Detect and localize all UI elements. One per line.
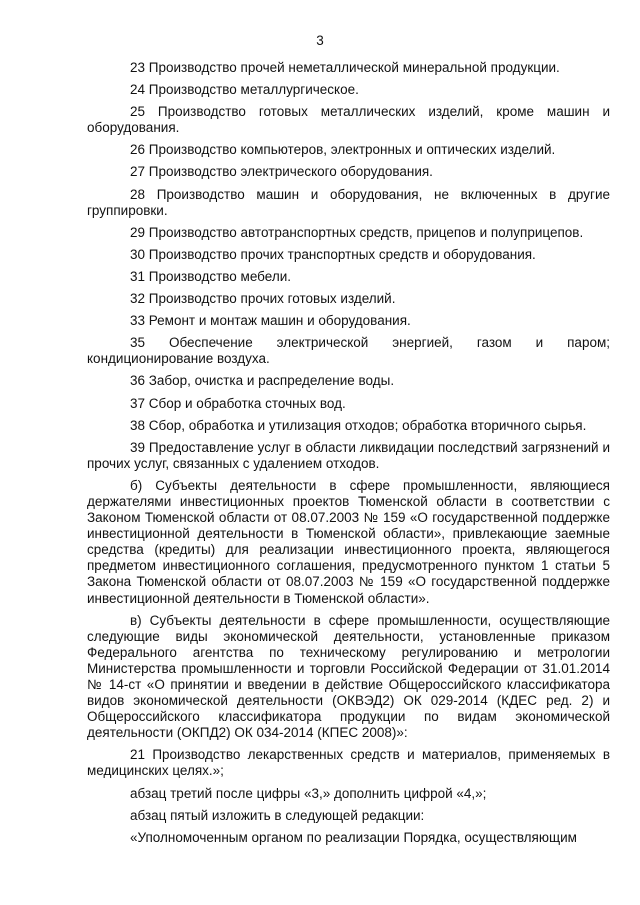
paragraph-amendment-fifth: абзац пятый изложить в следующей редакции: bbox=[130, 807, 425, 823]
document-body bbox=[87, 60, 610, 846]
paragraph-amendment-third: абзац третий после цифры «3,» дополнить цифрой «4,»; bbox=[130, 785, 487, 801]
paragraph-item-27: 27 Производство электрического оборудования. bbox=[130, 164, 433, 180]
paragraph-item-25: 25 Производство готовых металлических изделий, кроме машин и оборудования. bbox=[87, 104, 610, 136]
paragraph-item-32: 32 Производство прочих готовых изделий. bbox=[130, 291, 396, 307]
paragraph-item-37: 37 Сбор и обработка сточных вод. bbox=[130, 395, 346, 411]
paragraph-item-23: 23 Производство прочей неметаллической минеральной продукции. bbox=[130, 60, 560, 75]
paragraph-item-38: 38 Сбор, обработка и утилизация отходов; обработка вторичного сырья. bbox=[130, 417, 587, 433]
paragraph-subclause-v: в) Субъекты деятельности в сфере промышленности, осуществляющие следующие виды экономической деятельности, установленные приказом Федерального агентства по техническому регулированию и метрологии Министерства промышленности и торговли Российской Федерации от 31.01.2014 № 14-ст «О принятии и введении в действие Общероссийского классификатора видов экономической деятельности (ОКВЭД2) ОК 029-2014 (КДЕС ред. 2) и Общероссийского классификатора продукции по видам экономической деятельности (ОКПД2) ОК 034-2014 (КПЕС 2008)»: bbox=[87, 612, 610, 741]
page-number: 3 bbox=[316, 33, 324, 48]
paragraph-subclause-b: б) Субъекты деятельности в сфере промышленности, являющиеся держателями инвестиционных проектов Тюменской области в соответствии с Законом Тюменской области от 08.07.2003 № 159 «О государственной поддержке инвестиционной деятельности в Тюменской области», привлекающие заемные средства (кредиты) для реализации инвестиционного проекта, являющегося предметом инвестиционного соглашения, предусмотренного пунктом 1 статьи 5 Закона Тюменской области от 08.07.2003 № 159 «О государственной поддержке инвестиционной деятельности в Тюменской области». bbox=[87, 477, 610, 606]
paragraph-item-21: 21 Производство лекарственных средств и материалов, применяемых в медицинских целях.»; bbox=[87, 747, 610, 779]
paragraph-item-39: 39 Предоставление услуг в области ликвидации последствий загрязнений и прочих услуг, связанных с удалением отходов. bbox=[87, 439, 610, 471]
paragraph-item-28: 28 Производство машин и оборудования, не включенных в другие группировки. bbox=[87, 186, 610, 218]
paragraph-item-36: 36 Забор, очистка и распределение воды. bbox=[130, 373, 395, 389]
paragraph-quote-start: «Уполномоченным органом по реализации Порядка, осуществляющим bbox=[130, 829, 577, 845]
paragraph-item-26: 26 Производство компьютеров, электронных и оптических изделий. bbox=[130, 142, 556, 158]
paragraph-item-35: 35 Обеспечение электрической энергией, газом и паром; кондиционирование воздуха. bbox=[87, 335, 610, 367]
paragraph-item-31: 31 Производство мебели. bbox=[130, 268, 291, 284]
paragraph-item-24: 24 Производство металлургическое. bbox=[130, 82, 359, 98]
paragraph-item-30: 30 Производство прочих транспортных средств и оборудования. bbox=[130, 246, 536, 262]
paragraph-item-29: 29 Производство автотранспортных средств, прицепов и полуприцепов. bbox=[130, 224, 584, 240]
paragraph-item-33: 33 Ремонт и монтаж машин и оборудования. bbox=[130, 313, 411, 329]
